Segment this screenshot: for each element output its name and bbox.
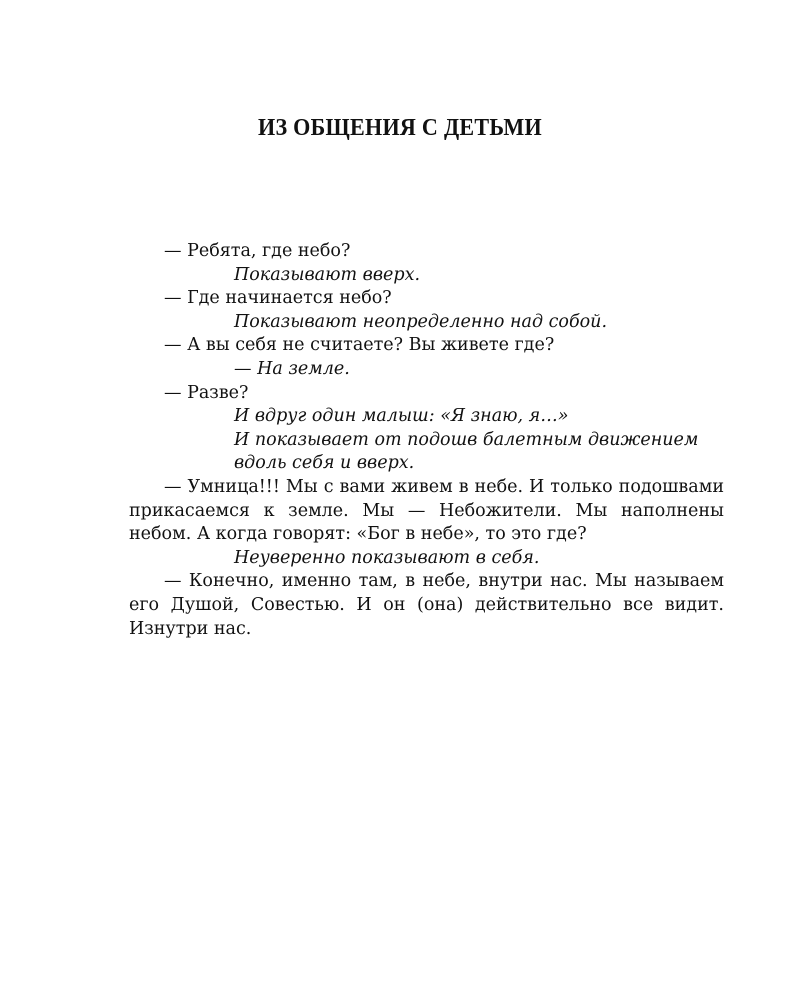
paragraph: — Умница!!! Мы с вами живем в небе. И только подошвами прикасаемся к земле. Мы — Небожители. Мы наполнены небом. А когда говорят: «Бог в небе», то это где? [129,476,724,545]
page-title: ИЗ ОБЩЕНИЯ С ДЕТЬМИ [257,115,542,141]
stage-direction: вдоль себя и вверх. [234,453,415,474]
dialogue-line: — Где начинается небо? [164,288,392,309]
stage-direction: И вдруг один малыш: «Я знаю, я…» [234,406,569,427]
stage-direction: Показывают вверх. [234,264,421,285]
dialogue-text [129,240,724,641]
dialogue-line: — А вы себя не считаете? Вы живете где? [164,335,555,356]
paragraph: — Конечно, именно там, в небе, внутри нас. Мы называем его Душой, Совестью. И он (она) действительно все видит. Изнутри нас. [129,571,724,639]
stage-direction: Неуверенно показывают в себя. [234,547,540,568]
stage-direction: И показывает от подошв балетным движением [234,429,699,450]
stage-direction: Показывают неопределенно над собой. [234,311,608,332]
dialogue-line: — Разве? [164,382,249,403]
dialogue-line: — Ребята, где небо? [164,241,351,261]
stage-direction: — На земле. [234,358,350,379]
